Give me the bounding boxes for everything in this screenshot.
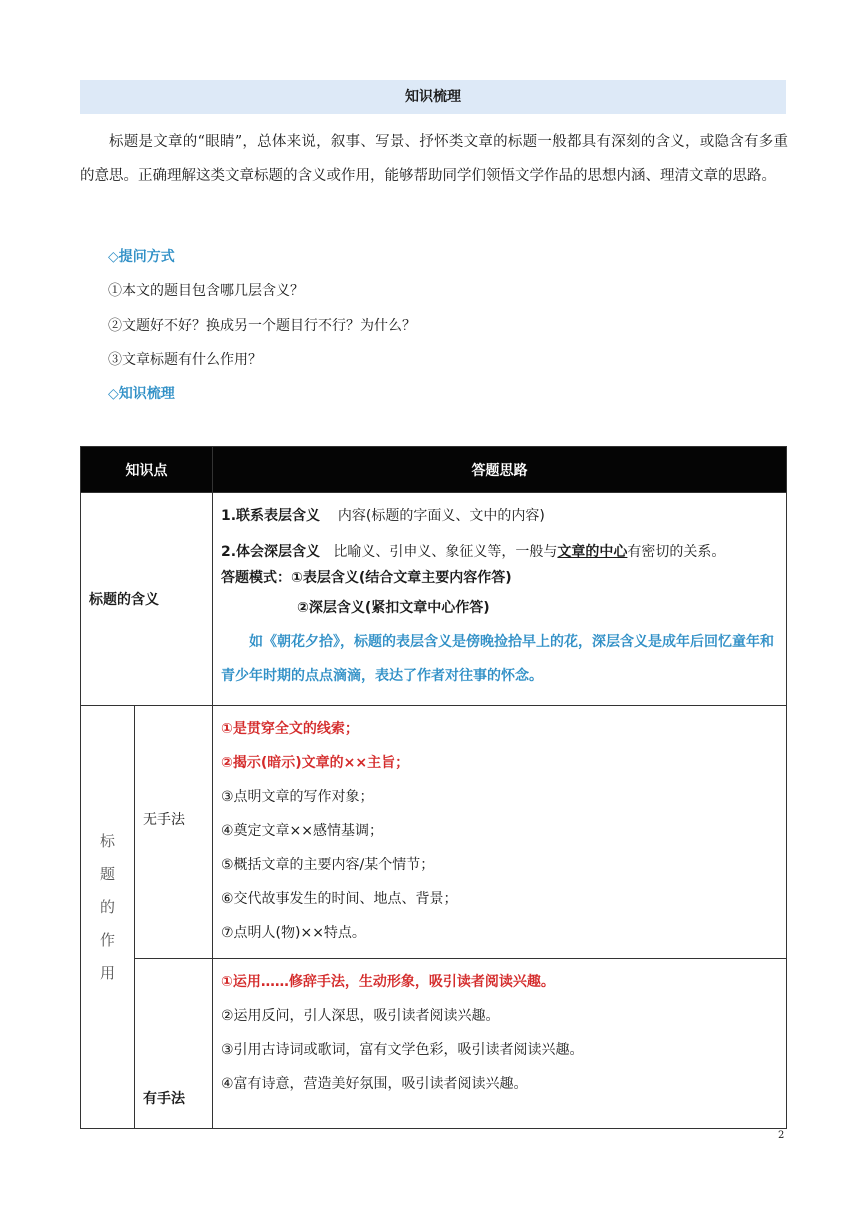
meaning-line-2 bbox=[221, 539, 778, 565]
ask-heading: ◇提问方式 bbox=[108, 249, 175, 265]
answer-mode-line bbox=[221, 565, 778, 591]
table-row-function-with-technique bbox=[81, 959, 787, 1129]
header-answer-approach: 答题思路 bbox=[213, 447, 787, 493]
meaning-line-2-center: 文章的中心 bbox=[557, 544, 628, 560]
question-1: ①本文的题目包含哪几层含义？ bbox=[108, 283, 304, 299]
intro-paragraph: 标题是文章的“眼睛”，总体来说，叙事、写景、抒怀类文章的标题一般都具有深刻的含义，或隐含有多重的意思。正确理解这类文章标题的含义或作用，能够帮助同学们领悟文学作品的思想内涵、理清文章的思路。 bbox=[80, 134, 788, 184]
no-technique-content bbox=[213, 706, 787, 959]
table-header-row bbox=[81, 447, 787, 493]
meaning-label: 标题的含义 bbox=[81, 493, 213, 706]
meaning-line-1-title: 1.联系表层含义 bbox=[221, 508, 321, 524]
knowledge-table bbox=[80, 446, 787, 1129]
no-technique-item-3: ③点明文章的写作对象； bbox=[221, 789, 374, 805]
question-2: ②文题好不好？换成另一个题目行不行？为什么？ bbox=[108, 318, 416, 334]
no-technique-item-2: ②揭示(暗示)文章的××主旨； bbox=[221, 755, 410, 771]
table-row-meaning bbox=[81, 493, 787, 706]
section-header-title: 知识梳理 bbox=[405, 89, 461, 105]
meaning-example: 如《朝花夕拾》，标题的表层含义是傍晚捡拾早上的花，深层含义是成年后回忆童年和青少年时期的点点滴滴，表达了作者对往事的怀念。 bbox=[221, 634, 774, 684]
no-technique-label: 无手法 bbox=[135, 706, 213, 959]
meaning-content bbox=[213, 493, 787, 706]
function-label-text: 标题的作用 bbox=[98, 832, 116, 998]
page-number: 2 bbox=[778, 1130, 785, 1141]
with-technique-item-3: ③引用古诗词或歌词，富有文学色彩，吸引读者阅读兴趣。 bbox=[221, 1042, 584, 1058]
with-technique-item-4: ④富有诗意，营造美好氛围，吸引读者阅读兴趣。 bbox=[221, 1076, 528, 1092]
question-3: ③文章标题有什么作用？ bbox=[108, 352, 262, 368]
meaning-line-2-title: 2.体会深层含义 bbox=[221, 544, 321, 560]
section-header bbox=[80, 80, 786, 114]
header-knowledge-point: 知识点 bbox=[81, 447, 213, 493]
with-technique-content bbox=[213, 959, 787, 1129]
answer-mode-2: ②深层含义(紧扣文章中心作答) bbox=[297, 600, 490, 616]
no-technique-item-1: ①是贯穿全文的线索； bbox=[221, 721, 359, 737]
with-technique-item-1: ①运用……修辞手法，生动形象，吸引读者阅读兴趣。 bbox=[221, 974, 555, 990]
meaning-line-2-end: 有密切的关系。 bbox=[627, 544, 726, 560]
meaning-line-2-text: 比喻义、引申义、象征义等，一般与 bbox=[333, 544, 558, 560]
no-technique-item-4: ④奠定文章××感情基调； bbox=[221, 823, 384, 839]
meaning-line-1-text: 内容(标题的字面义、文中的内容) bbox=[337, 508, 545, 524]
no-technique-item-5: ⑤概括文章的主要内容/某个情节； bbox=[221, 857, 435, 873]
no-technique-item-6: ⑥交代故事发生的时间、地点、背景； bbox=[221, 891, 458, 907]
with-technique-label: 有手法 bbox=[135, 959, 213, 1129]
table-row-function-no-technique bbox=[81, 706, 787, 959]
function-label bbox=[81, 706, 135, 1129]
answer-mode-label: 答题模式： bbox=[221, 570, 291, 586]
knowledge-heading: ◇知识梳理 bbox=[108, 386, 175, 402]
meaning-line-1 bbox=[221, 499, 778, 533]
answer-mode-1: ①表层含义(结合文章主要内容作答) bbox=[291, 570, 512, 586]
with-technique-item-2: ②运用反问，引人深思，吸引读者阅读兴趣。 bbox=[221, 1008, 500, 1024]
no-technique-item-7: ⑦点明人(物)××特点。 bbox=[221, 925, 366, 941]
